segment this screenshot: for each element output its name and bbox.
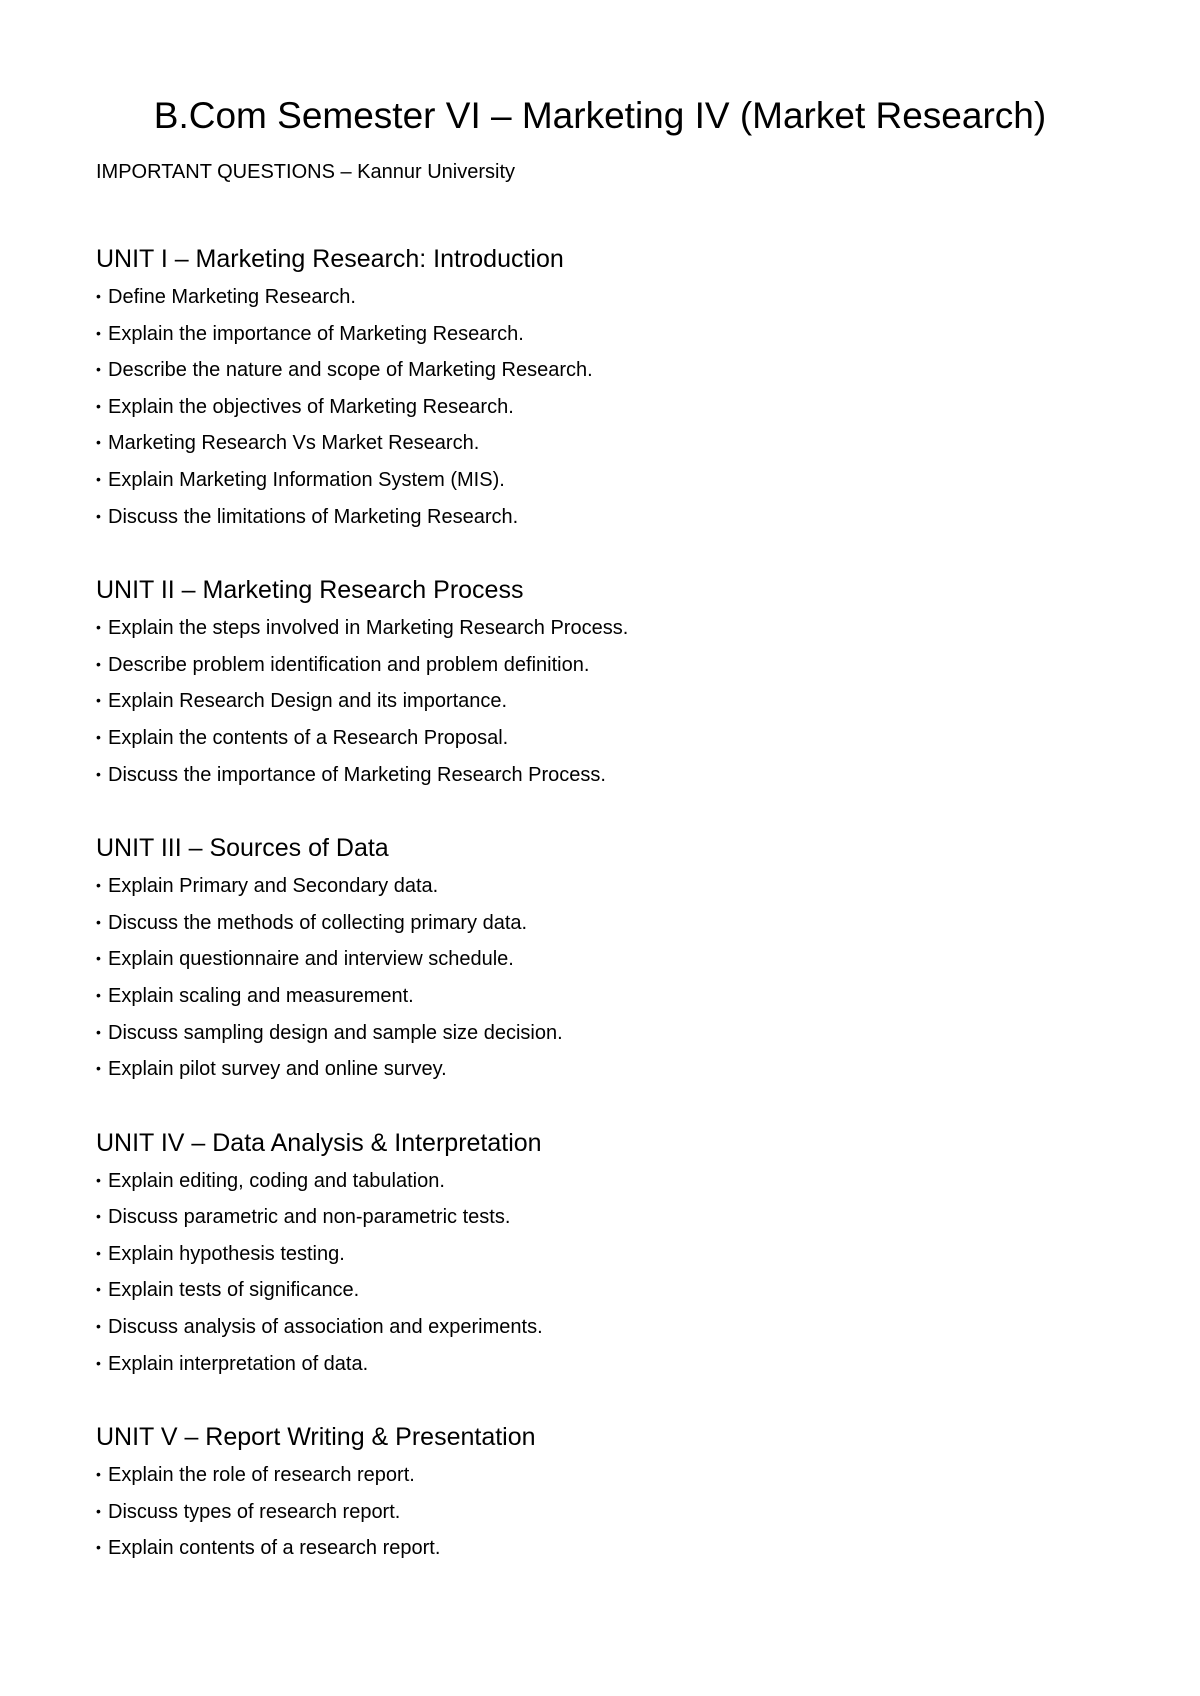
question-item (96, 1050, 1126, 1087)
bullet-icon: • (96, 877, 101, 894)
question-item (96, 1308, 1126, 1345)
question-list (96, 1456, 1126, 1566)
question-list (96, 867, 1126, 1087)
bullet-icon: • (96, 288, 101, 304)
question-item (96, 1345, 1126, 1382)
bullet-icon: • (96, 765, 101, 782)
question-text: Discuss types of research report. (108, 1500, 401, 1523)
question-text: Discuss the importance of Marketing Research Process. (108, 763, 606, 786)
question-text: Explain editing, coding and tabulation. (108, 1169, 445, 1192)
bullet-icon: • (96, 1208, 101, 1225)
bullet-icon: • (96, 950, 101, 967)
question-item (96, 646, 1126, 683)
question-item (96, 904, 1126, 941)
question-item (96, 1162, 1126, 1199)
bullet-icon: • (96, 655, 101, 672)
question-text: Explain Research Design and its importance. (108, 690, 508, 713)
question-text: Explain tests of significance. (108, 1279, 360, 1302)
bullet-icon: • (96, 1502, 101, 1519)
question-text: Explain the steps involved in Marketing Research Process. (108, 617, 629, 640)
unit-section (96, 1422, 1126, 1566)
page-subtitle: IMPORTANT QUESTIONS – Kannur University (96, 161, 515, 183)
question-text: Discuss the limitations of Marketing Research. (108, 505, 519, 528)
bullet-icon: • (96, 1023, 101, 1040)
bullet-icon: • (96, 1354, 101, 1371)
question-text: Discuss sampling design and sample size decision. (108, 1021, 563, 1044)
question-item (96, 1493, 1126, 1530)
question-text: Explain contents of a research report. (108, 1537, 441, 1560)
bullet-icon: • (96, 619, 101, 636)
question-item (96, 940, 1126, 977)
bullet-icon: • (96, 1060, 101, 1077)
question-text: Define Marketing Research. (108, 286, 356, 308)
question-item (96, 682, 1126, 719)
question-item (96, 1235, 1126, 1272)
bullet-icon: • (96, 1171, 101, 1188)
question-text: Describe the nature and scope of Marketing Research. (108, 359, 593, 382)
bullet-icon: • (96, 1466, 101, 1483)
question-text: Explain the role of research report. (108, 1464, 415, 1487)
question-item (96, 315, 1126, 352)
unit-section (96, 244, 1126, 534)
question-item (96, 1014, 1126, 1051)
question-item (96, 1529, 1126, 1566)
bullet-icon: • (96, 1281, 101, 1298)
bullet-icon: • (96, 507, 101, 524)
bullet-icon: • (96, 361, 101, 378)
question-item (96, 719, 1126, 756)
question-text: Explain questionnaire and interview schedule. (108, 948, 514, 971)
question-item (96, 1271, 1126, 1308)
question-text: Discuss analysis of association and experiments. (108, 1316, 543, 1339)
question-list (96, 1162, 1126, 1382)
bullet-icon: • (96, 470, 101, 487)
bullet-icon: • (96, 728, 101, 745)
question-item (96, 977, 1126, 1014)
question-text: Discuss the methods of collecting primary data. (108, 911, 528, 934)
unit-heading: UNIT IV – Data Analysis & Interpretation (96, 1128, 542, 1157)
bullet-icon: • (96, 692, 101, 709)
question-item (96, 1456, 1126, 1493)
unit-section (96, 1128, 1126, 1382)
question-text: Explain pilot survey and online survey. (108, 1058, 447, 1081)
question-text: Explain interpretation of data. (108, 1352, 369, 1375)
question-item (96, 1198, 1126, 1235)
bullet-icon: • (96, 913, 101, 930)
bullet-icon: • (96, 1539, 101, 1556)
unit-heading: UNIT II – Marketing Research Process (96, 576, 524, 605)
units-container (96, 244, 1126, 1607)
question-item (96, 498, 1126, 535)
bullet-icon: • (96, 1244, 101, 1261)
question-item (96, 756, 1126, 793)
question-text: Discuss parametric and non-parametric tests. (108, 1206, 511, 1229)
question-text: Explain Primary and Secondary data. (108, 875, 439, 898)
question-item (96, 388, 1126, 425)
bullet-icon: • (96, 397, 101, 414)
bullet-icon: • (96, 1318, 101, 1335)
question-item (96, 461, 1126, 498)
question-text: Explain the contents of a Research Proposal. (108, 726, 509, 749)
bullet-icon: • (96, 434, 101, 451)
page-title: B.Com Semester VI – Marketing IV (Market Research) (153, 95, 1047, 136)
unit-section (96, 575, 1126, 792)
unit-heading: UNIT V – Report Writing & Presentation (96, 1423, 536, 1452)
bullet-icon: • (96, 324, 101, 341)
question-text: Explain the objectives of Marketing Research. (108, 395, 514, 418)
question-item (96, 278, 1126, 315)
question-text: Explain scaling and measurement. (108, 984, 414, 1007)
question-item (96, 609, 1126, 646)
question-text: Explain Marketing Information System (MIS). (108, 468, 505, 491)
question-list (96, 278, 1126, 534)
question-text: Describe problem identification and problem definition. (108, 653, 590, 676)
question-text: Explain hypothesis testing. (108, 1242, 345, 1265)
unit-heading: UNIT III – Sources of Data (96, 834, 389, 863)
unit-heading: UNIT I – Marketing Research: Introduction (96, 245, 564, 273)
question-item (96, 351, 1126, 388)
question-text: Marketing Research Vs Market Research. (108, 432, 480, 455)
question-text: Explain the importance of Marketing Research. (108, 322, 524, 345)
question-list (96, 609, 1126, 792)
question-item (96, 867, 1126, 904)
bullet-icon: • (96, 986, 101, 1003)
question-item (96, 424, 1126, 461)
unit-section (96, 833, 1126, 1087)
